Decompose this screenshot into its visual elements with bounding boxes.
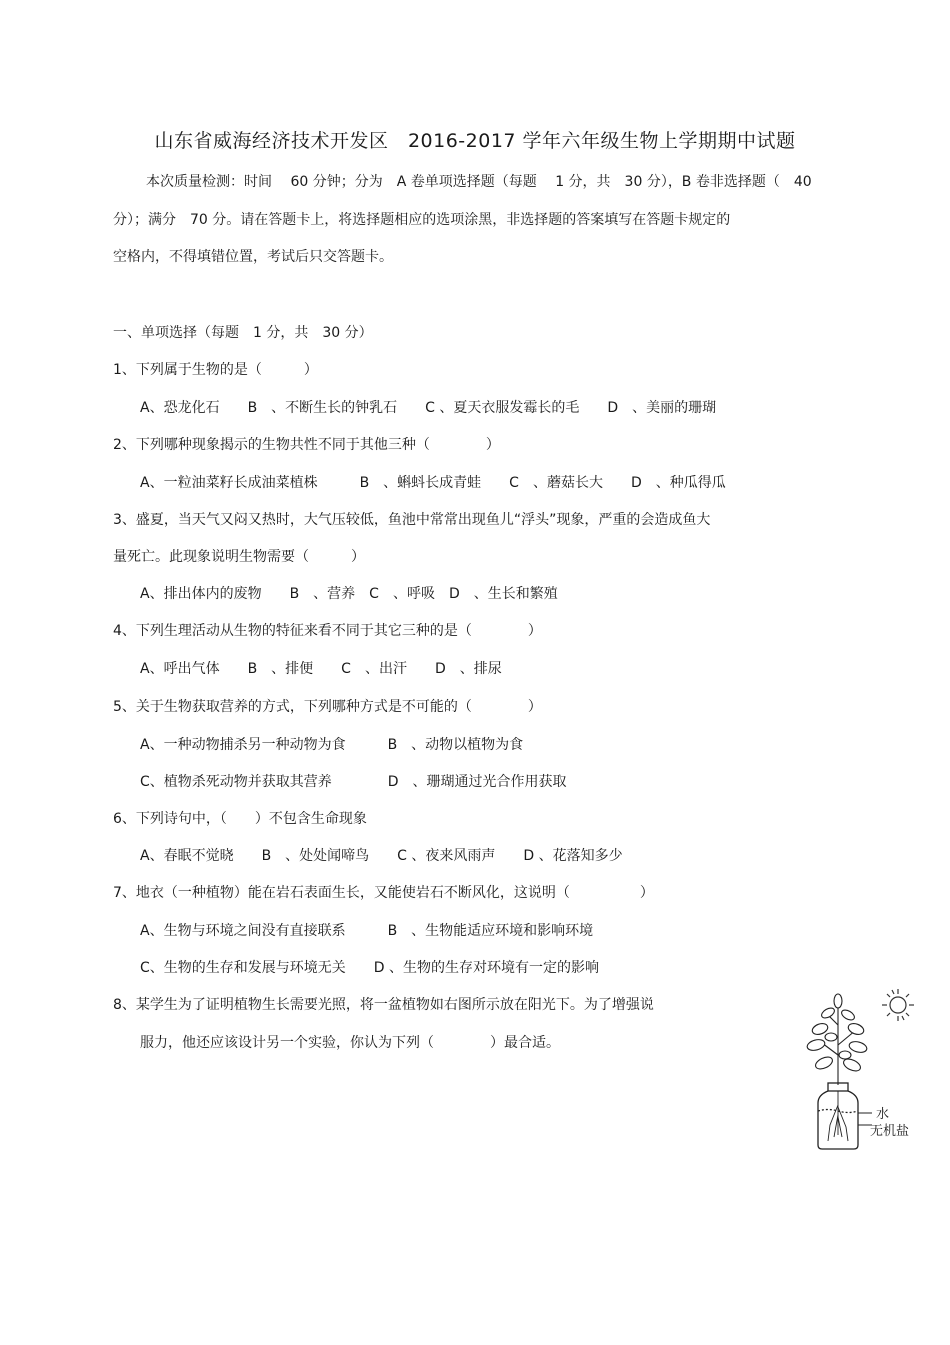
question-stem: 量死亡。此现象说明生物需要（ ）	[113, 549, 365, 565]
question-stem: 1、下列属于生物的是（ ）	[113, 362, 318, 378]
inorganic-salt-label: 无机盐	[870, 1124, 910, 1139]
question-options: A、呼出气体 B 、排便 C 、出汗 D 、排尿	[140, 661, 502, 677]
water-label: 水	[876, 1107, 890, 1122]
question-stem: 4、下列生理活动从生物的特征来看不同于其它三种的是（ ）	[113, 623, 542, 639]
question-options: A、生物与环境之间没有直接联系 B 、生物能适应环境和影响环境	[140, 923, 594, 939]
question-stem: 5、关于生物获取营养的方式，下列哪种方式是不可能的（ ）	[113, 699, 542, 715]
question-options: C、生物的生存和发展与环境无关 D 、生物的生存对环境有一定的影响	[140, 960, 600, 976]
question-options: A、排出体内的废物 B 、营养 C 、呼吸 D 、生长和繁殖	[140, 586, 558, 602]
question-options: A、一种动物捕杀另一种动物为食 B 、动物以植物为食	[140, 737, 524, 753]
plant-experiment-figure	[798, 985, 928, 1155]
question-stem: 3、盛夏，当天气又闷又热时，大气压较低，鱼池中常常出现鱼儿“浮头”现象，严重的会造成鱼大	[113, 512, 711, 528]
question-options: A、一粒油菜籽长成油菜植株 B 、蝌蚪长成青蛙 C 、蘑菇长大 D 、种瓜得瓜	[140, 475, 726, 491]
section-header: 一、单项选择（每题 1 分，共 30 分）	[113, 325, 373, 341]
question-stem: 8、某学生为了证明植物生长需要光照，将一盆植物如右图所示放在阳光下。为了增强说	[113, 997, 654, 1013]
sun-icon	[882, 989, 914, 1021]
question-stem: 2、下列哪种现象揭示的生物共性不同于其他三种（ ）	[113, 437, 500, 453]
intro-line: 分）；满分 70 分。请在答题卡上，将选择题相应的选项涂黑，非选择题的答案填写在答题卡规定的	[113, 212, 731, 228]
intro-line: 本次质量检测：时间 60 分钟；分为 A 卷单项选择题（每题 1 分，共 30 分），B 卷非选择题（ 40	[146, 174, 812, 190]
question-options: C、植物杀死动物并获取其营养 D 、珊瑚通过光合作用获取	[140, 774, 567, 790]
question-stem: 7、地衣（一种植物）能在岩石表面生长，又能使岩石不断风化，这说明（ ）	[113, 885, 654, 901]
question-options: A、恐龙化石 B 、不断生长的钟乳石 C 、夏天衣服发霉长的毛 D 、美丽的珊瑚	[140, 400, 717, 416]
question-stem: 6、下列诗句中，（ ）不包含生命现象	[113, 811, 367, 827]
intro-line: 空格内，不得填错位置，考试后只交答题卡。	[113, 249, 393, 265]
question-stem: 服力，他还应该设计另一个实验，你认为下列（ ）最合适。	[140, 1035, 560, 1051]
question-options: A、春眠不觉晓 B 、处处闻啼鸟 C 、夜来风雨声 D 、花落知多少	[140, 848, 623, 864]
page-title: 山东省威海经济技术开发区 2016-2017 学年六年级生物上学期期中试题	[154, 130, 796, 152]
